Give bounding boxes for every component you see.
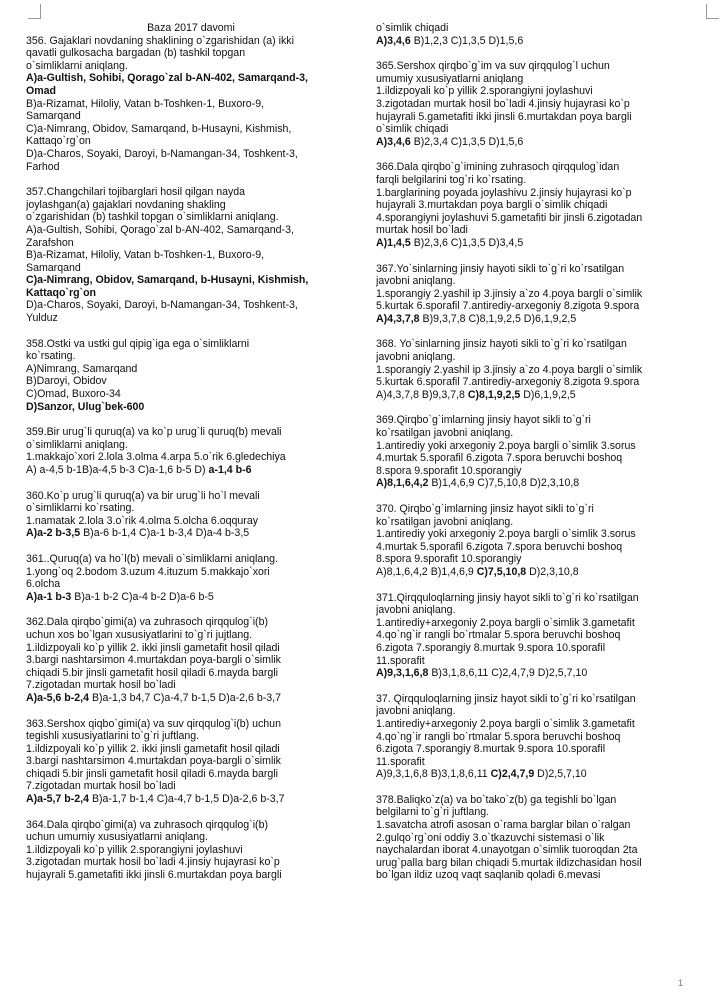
crop-mark-top-left [28, 4, 41, 19]
correct-answer: A)a-5,6 b-2,4 [26, 691, 89, 704]
text-line: 4.murtak 5.sporafil 6.zigota 7.spora beruvchi boshoq [376, 452, 623, 465]
question-block [376, 22, 704, 47]
question-block [26, 819, 356, 882]
text-line: 357.Changchilari tojibarglari hosil qilgan nayda [26, 186, 246, 199]
text-line: hujayrali 5.gametafiti ikki jinsli 6.murtakdan poya bargli [26, 869, 282, 882]
text-line: o`simliklarni aniqlang. [26, 438, 128, 451]
question-block [376, 338, 704, 401]
answer-text: B)2,3,4 C)1,3,5 D)1,5,6 [410, 135, 524, 148]
text-line: D)Sanzor, Ulug`bek-600 [26, 400, 145, 413]
text-line: C)Omad, Buxoro-34 [26, 388, 121, 401]
text-line: 4.sporangiyni joylashuvi 5.gametafiti bir jinsli 6.zigotadan [376, 211, 643, 224]
text-line: 4.qo`ng`ir rangli bo`rtmalar 5.spora beruvchi boshoq [376, 730, 621, 743]
correct-answer: A)4,3,7,8 [376, 312, 420, 325]
answer-text: D)2,5,7,10 [534, 768, 587, 781]
text-line: umumiy xususiyatlarni aniqlang [376, 72, 524, 85]
text-line: A)a-Gultish, Sohibi, Qorago`zal b-AN-402, Samarqand-3, [26, 223, 294, 236]
text-line: Zarafshon [26, 236, 74, 249]
left-column [26, 22, 356, 895]
question-block [26, 186, 356, 325]
correct-answer: A)a-1 b-3 [26, 590, 72, 603]
text-line: javobni aniqlang. [376, 275, 456, 288]
answer-text: D)2,3,10,8 [526, 565, 579, 578]
text-line: 1.namatak 2.lola 3.o`rik 4.olma 5.olcha 6.oqquray [26, 514, 259, 527]
text-line: 356. Gajaklari novdaning shaklining o`zgarishidan (a) ikki [26, 34, 294, 47]
text-line: 371.Qirqquloqlarning jinsiy hayot sikli to`g`ri ko`rsatilgan [376, 591, 639, 604]
text-line: tegishli xususiyatlarini to`g`ri juftlang. [26, 730, 200, 743]
text-line: D)a-Charos, Soyaki, Daroyi, b-Namangan-34, Toshkent-3, [26, 147, 298, 160]
text-line: chiqadi 5.bir jinsli gametafit hosil qiladi 6.mayda bargli [26, 767, 279, 780]
left-question-list [26, 35, 356, 882]
correct-answer: A)9,3,1,6,8 [376, 667, 429, 680]
text-line: B)a-Rizamat, Hiloliy, Vatan b-Toshken-1, Buxoro-9, [26, 97, 265, 110]
question-block [376, 161, 704, 249]
correct-answer: A)1,4,5 [376, 236, 411, 249]
text-line: 1.savatcha atrofi asosan o`rama barglar bilan o`ralgan [376, 819, 631, 832]
right-question-list [376, 22, 704, 882]
text-line: 7.zigotadan murtak hosil bo`ladi [26, 679, 176, 692]
correct-answer: A)8,1,6,4,2 [376, 477, 429, 490]
text-line: Kattaqo`rg`on [26, 286, 97, 299]
text-line: urug`palla barg bilan chiqadi 5.murtak ildizchasidan hosil [376, 856, 642, 869]
answer-options [376, 389, 704, 402]
answer-text: B)1,4,6,9 C)7,5,10,8 D)2,3,10,8 [428, 477, 580, 490]
answer-options [376, 35, 704, 48]
text-line: 1.ildizpoyali ko`p yillik 2.sporangiyni joylashuvi [376, 85, 593, 98]
answer-text: A)8,1,6,4,2 B)1,4,6,9 [376, 565, 477, 578]
text-line: 2.gulqo`rg`oni oddiy 3.o`tkazuvchi sistemasi o`lik [376, 831, 605, 844]
text-line: hujayrali 3.murtakdan poya bargli o`simlik chiqadi [376, 199, 608, 212]
text-line: qavatli gulkosacha bargadan (b) tashkil topgan [26, 47, 246, 60]
text-line: Omad [26, 84, 57, 97]
answer-options [376, 237, 704, 250]
text-line: murtak hosil bo`ladi [376, 224, 468, 237]
text-line: ko`rsating. [26, 350, 76, 363]
text-line: C)a-Nimrang, Obidov, Samarqand, b-Husayni, Kishmish, [26, 122, 292, 135]
answer-options [376, 667, 704, 680]
text-line: B)a-Rizamat, Hiloliy, Vatan b-Toshken-1, Buxoro-9, [26, 249, 265, 262]
text-line: 370. Qirqbo`g`imlarning jinsiz hayot sikli to`g`ri [376, 503, 594, 515]
right-column [376, 22, 704, 895]
question-block [26, 553, 356, 603]
document-title: Baza 2017 davomi [147, 22, 235, 34]
text-line: o`zgarishidan (b) tashkil topgan o`simliklarni aniqlang. [26, 211, 279, 224]
text-line: javobni aniqlang. [376, 705, 456, 718]
answer-text: A) a-4,5 b-1B)a-4,5 b-3 C)a-1,6 b-5 D) [26, 464, 209, 476]
correct-answer: A)3,4,6 [376, 135, 411, 148]
question-block [376, 263, 704, 326]
answer-text: A)9,3,1,6,8 B)3,1,8,6,11 [376, 768, 491, 781]
correct-answer: a-1,4 b-6 [208, 464, 252, 476]
text-line: 369.Qirqbo`g`imlarning jinsiy hayot sikli to`g`ri [376, 414, 591, 427]
text-line: 1.antirediy yoki arxegoniy 2.poya bargli o`simlik 3.sorus [376, 528, 636, 541]
text-line: 6.olcha [26, 578, 61, 591]
text-line: 4.murtak 5.sporafil 6.zigota 7.spora beruvchi boshoq [376, 540, 623, 553]
text-line: 5.kurtak 6.sporafil 7.antirediy-arxegoniy 8.zigota 9.spora [376, 300, 640, 313]
correct-answer: C)8,1,9,2,5 [467, 388, 521, 401]
question-block [376, 414, 704, 490]
answer-text: B)a-1 b-2 C)a-4 b-2 D)a-6 b-5 [71, 590, 214, 603]
text-line: naychalardan iborat 4.unayotgan o`simlik tuoroqdan 2ta [376, 844, 638, 857]
text-line: javobni aniqlang. [376, 351, 456, 364]
question-block [26, 35, 356, 174]
text-line: 1.antirediy yoki arxegoniy 2.poya bargli o`simlik 3.sorus [376, 439, 636, 452]
text-line: hujayrali 5.gametafiti ikki jinsli 6.murtakdan poya bargli [376, 110, 632, 123]
text-line: bo`lgan ildiz uzoq vaqt saqlanib qoladi 6.mevasi [376, 869, 601, 882]
text-line: Samarqand [26, 110, 81, 123]
text-line: 5.kurtak 6.sporafil 7.antirediy-arxegoniy 8.zigota 9.spora [376, 376, 640, 389]
text-line: 6.zigota 7.sporangiy 8.murtak 9.spora 10.sporafil [376, 641, 606, 654]
question-block [26, 616, 356, 704]
answer-options [376, 313, 704, 326]
text-line: belgilarni to`g`ri juftlang. [376, 806, 490, 819]
text-line: ko`rsatilgan javobni aniqlang. [376, 515, 514, 528]
text-line: 359.Bir urug`li quruq(a) va ko`p urug`li quruq(b) mevali [26, 426, 282, 439]
text-line: 378.Baliqko`z(a) va bo`tako`z(b) ga tegishli bo`lgan [376, 793, 617, 806]
answer-text: B)2,3,6 C)1,3,5 D)3,4,5 [410, 236, 524, 249]
correct-answer: C)2,4,7,9 [490, 768, 535, 781]
question-block [376, 693, 704, 781]
question-block [26, 338, 356, 414]
text-line: o`simliklarni ko`rsating. [26, 502, 135, 515]
text-line: 1.sporangiy 2.yashil ip 3.jinsiy a`zo 4.poya bargli o`simlik [376, 363, 643, 376]
text-line: 1.ildizpoyali ko`p yillik 2. ikki jinsli gametafit hosil qiladi [26, 742, 280, 755]
text-line: 3.bargi nashtarsimon 4.murtakdan poya-bargli o`simlik [26, 654, 281, 667]
answer-options [26, 527, 356, 540]
question-block [26, 426, 356, 476]
text-line: o`simlik chiqadi [376, 22, 449, 34]
text-line: 1.antirediy+arxegoniy 2.poya bargli o`simlik 3.gametafit [376, 616, 635, 629]
text-line: Kattaqo`rg`on [26, 135, 91, 148]
text-line: 366.Dala qirqbo`g`imining zuhrasoch qirqqulog`idan [376, 161, 620, 174]
question-block [376, 794, 704, 882]
text-line: 1.yong`oq 2.bodom 3.uzum 4.ituzum 5.makkajo`xori [26, 565, 270, 578]
text-line: 1.sporangiy 2.yashil ip 3.jinsiy a`zo 4.poya bargli o`simlik [376, 287, 643, 300]
question-block [376, 60, 704, 148]
text-line: 6.zigota 7.sporangiy 8.murtak 9.spora 10.sporafil [376, 743, 606, 756]
text-line: B)Daroyi, Obidov [26, 375, 107, 388]
text-line: 365.Sershox qirqbo`g`im va suv qirqqulog`l uchun [376, 60, 610, 73]
text-line: 1.ildizpoyali ko`p yillik 2. ikki jinsli gametafit hosil qiladi [26, 641, 280, 654]
text-line: 8.spora 9.sporafit 10.sporangiy [376, 464, 522, 477]
answer-text: B)a-1,3 b4,7 C)a-4,7 b-1,5 D)a-2,6 b-3,7 [89, 691, 281, 704]
text-line: 3.zigotadan murtak hosil bo`ladi 4.jinsiy hujayrasi ko`p [376, 97, 630, 110]
text-line: A)a-Gultish, Sohibi, Qorago`zal b-AN-402, Samarqand-3, [26, 72, 308, 85]
text-line: 362.Dala qirqbo`gimi(a) va zuhrasoch qirqqulog`i(b) [26, 616, 269, 629]
answer-text: B)a-6 b-1,4 C)a-1 b-3,4 D)a-4 b-3,5 [80, 527, 250, 540]
text-line: chiqadi 5.bir jinsli gametafit hosil qiladi 6.mayda bargli [26, 666, 279, 679]
text-line: D)a-Charos, Soyaki, Daroyi, b-Namangan-34, Toshkent-3, [26, 299, 298, 312]
text-line: farqli belgilarini tog`ri ko`rsating. [376, 173, 527, 186]
text-line: javobni aniqlang. [376, 604, 456, 617]
text-line: 11.sporafit [376, 755, 425, 768]
text-line: Farhod [26, 160, 60, 173]
answer-options [376, 768, 704, 781]
text-line: C)a-Nimrang, Obidov, Samarqand, b-Husayni, Kishmish, [26, 274, 309, 287]
answer-options [376, 477, 704, 490]
text-line: 7.zigotadan murtak hosil bo`ladi [26, 780, 176, 793]
text-line: Yulduz [26, 312, 58, 325]
text-line: Samarqand [26, 261, 81, 274]
answer-text: D)6,1,9,2,5 [520, 388, 576, 401]
text-line: o`simliklarni aniqlang. [26, 59, 128, 72]
answer-text: B)9,3,7,8 C)8,1,9,2,5 D)6,1,9,2,5 [419, 312, 577, 325]
correct-answer: A)a-2 b-3,5 [26, 527, 81, 540]
text-line: 3.bargi nashtarsimon 4.murtakdan poya-bargli o`simlik [26, 755, 281, 768]
correct-answer: C)7,5,10,8 [476, 565, 527, 578]
answer-text: A)4,3,7,8 B)9,3,7,8 [376, 388, 468, 401]
text-line: 367.Yo`sinlarning jinsiy hayoti sikli to`g`ri ko`rsatilgan [376, 262, 625, 275]
text-line: 8.spora 9.sporafit 10.sporangiy [376, 553, 522, 566]
answer-options [26, 692, 356, 705]
text-line: o`simlik chiqadi [376, 123, 449, 136]
text-line: 3.zigotadan murtak hosil bo`ladi 4.jinsiy hujayrasi ko`p [26, 856, 280, 869]
text-line: 358.Ostki va ustki gul qipig`iga ega o`simliklarni [26, 337, 250, 350]
text-line: 1.ildizpoyali ko`p yillik 2.sporangiyni joylashuvi [26, 843, 243, 856]
answer-options [376, 136, 704, 149]
answer-text: B)3,1,8,6,11 C)2,4,7,9 D)2,5,7,10 [428, 667, 588, 680]
text-line: uchun xos bo`lgan xususiyatlarini to`g`ri jujtlang. [26, 628, 253, 641]
text-line: 361..Quruq(a) va ho`l(b) mevali o`simliklarni aniqlang. [26, 552, 278, 565]
answer-options [26, 591, 356, 604]
text-line: 1.makkajo`xori 2.lola 3.olma 4.arpa 5.o`rik 6.gledechiya [26, 451, 286, 464]
crop-mark-top-right [706, 4, 719, 19]
text-line: ko`rsatilgan javobni aniqlang. [376, 427, 514, 440]
text-line: 4.qo`ng`ir rangli bo`rtmalar 5.spora beruvchi boshoq [376, 629, 621, 642]
text-line: 37. Qirqquloqlarning jinsiz hayot sikli to`g`ri ko`rsatilgan [376, 692, 636, 705]
text-line: A)Nimrang, Samarqand [26, 362, 138, 375]
correct-answer: A)3,4,6 [376, 34, 411, 47]
text-line: joylashgan(a) gajaklari novdaning shakling [26, 198, 226, 211]
page-number: 1 [678, 978, 684, 988]
text-line: uchun umumiy xususiyatlarni aniqlang. [26, 831, 208, 844]
question-block [376, 503, 704, 579]
text-line: 368. Yo`sinlarning jinsiz hayoti sikli to`g`ri ko`rsatilgan [376, 338, 627, 351]
question-block [26, 718, 356, 806]
text-line: 1.barglarining poyada joylashivu 2.jinsiy hujayrasi ko`p [376, 186, 632, 199]
answer-options [376, 566, 704, 579]
question-block [376, 592, 704, 680]
text-line: 363.Sershox qiqbo`gimi(a) va suv qirqqulog`i(b) uchun [26, 717, 281, 730]
text-line: 1.antirediy+arxegoniy 2.poya bargli o`simlik 3.gametafit [376, 717, 635, 730]
correct-answer: A)a-5,7 b-2,4 [26, 793, 89, 806]
text-line: 360.Ko`p urug`li quruq(a) va bir urug`li ho`l mevali [26, 489, 260, 502]
answer-text: B)a-1,7 b-1,4 C)a-4,7 b-1,5 D)a-2,6 b-3,7 [89, 793, 285, 806]
question-block [26, 490, 356, 540]
text-line: 364.Dala qirqbo`gimi(a) va zuhrasoch qirqqulog`i(b) [26, 818, 269, 831]
answer-options [26, 464, 356, 477]
answer-text: B)1,2,3 C)1,3,5 D)1,5,6 [410, 34, 524, 47]
text-line: 11.sporafit [376, 654, 425, 667]
answer-options [26, 793, 356, 806]
